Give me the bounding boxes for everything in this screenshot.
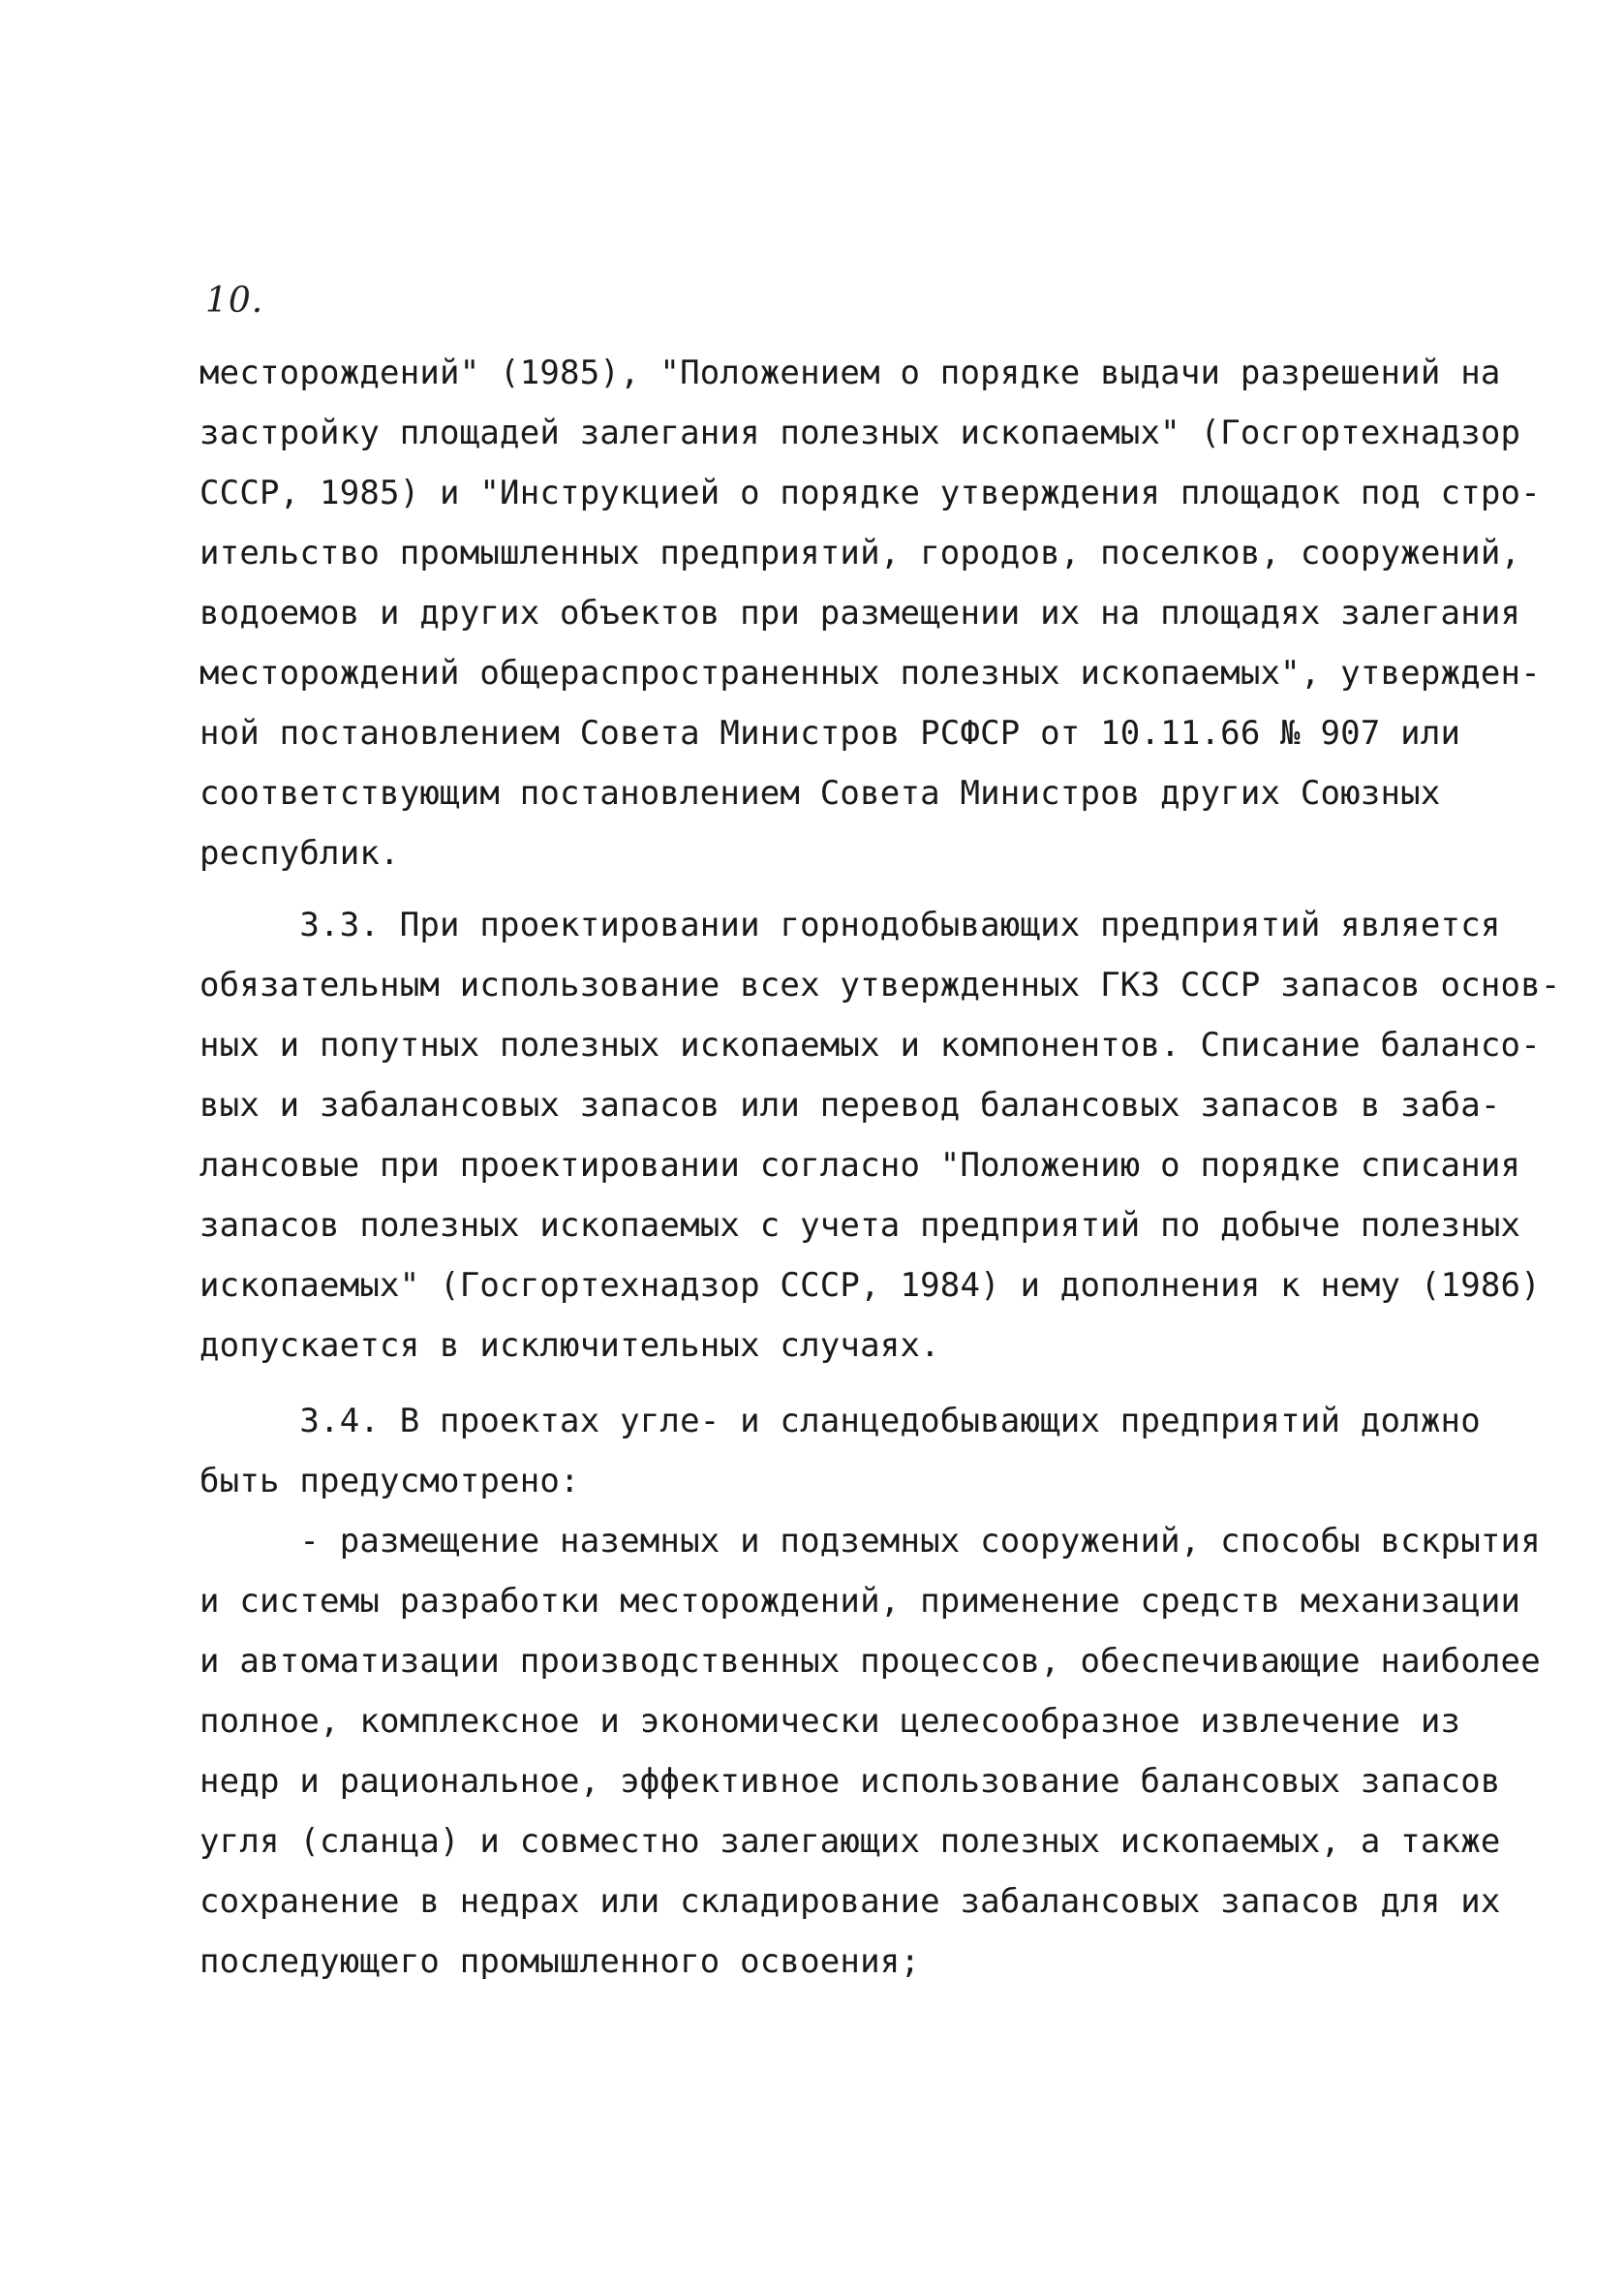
text-line: ительство промышленных предприятий, городов, поселков, сооружений, — [199, 534, 1521, 572]
text-line: быть предусмотрено: — [199, 1462, 580, 1500]
text-line: и системы разработки месторождений, применение средств механизации — [199, 1582, 1521, 1621]
text-line: и автоматизации производственных процессов, обеспечивающие наиболее — [199, 1642, 1541, 1681]
text-line: ископаемых" (Госгортехнадзор СССР, 1984) и дополнения к нему (1986) — [199, 1266, 1541, 1305]
text-line: ных и попутных полезных ископаемых и компонентов. Списание балансо- — [199, 1026, 1541, 1065]
text-line: 3.4. В проектах угле- и сланцедобывающих предприятий должно — [199, 1402, 1481, 1440]
text-line: обязательным использование всех утвержденных ГКЗ СССР запасов основ- — [199, 966, 1561, 1005]
text-line: запасов полезных ископаемых с учета предприятий по добыче полезных — [199, 1206, 1521, 1245]
text-line: угля (сланца) и совместно залегающих полезных ископаемых, а также — [199, 1822, 1501, 1861]
text-line: республик. — [199, 834, 400, 873]
text-line: сохранение в недрах или складирование забалансовых запасов для их — [199, 1882, 1501, 1921]
text-line: застройку площадей залегания полезных ископаемых" (Госгортехнадзор — [199, 414, 1521, 452]
text-line: - размещение наземных и подземных сооружений, способы вскрытия — [199, 1522, 1541, 1561]
text-line: ной постановлением Совета Министров РСФСР от 10.11.66 № 907 или — [199, 714, 1461, 753]
text-line: соответствующим постановлением Совета Министров других Союзных — [199, 774, 1441, 813]
page-number: 10. — [205, 281, 264, 321]
text-line: СССР, 1985) и "Инструкцией о порядке утверждения площадок под стро- — [199, 474, 1541, 512]
text-line: водоемов и других объектов при размещении их на площадях залегания — [199, 594, 1521, 633]
text-line: 3.3. При проектировании горнодобывающих предприятий является — [199, 906, 1501, 944]
text-line: вых и забалансовых запасов или перевод балансовых запасов в заба- — [199, 1086, 1501, 1125]
text-line: лансовые при проектировании согласно "Положению о порядке списания — [199, 1146, 1521, 1185]
text-line: месторождений общераспространенных полезных ископаемых", утвержден- — [199, 654, 1541, 693]
text-line: последующего промышленного освоения; — [199, 1942, 921, 1981]
text-line: месторождений" (1985), "Положением о порядке выдачи разрешений на — [199, 354, 1501, 392]
text-line: полное, комплексное и экономически целесообразное извлечение из — [199, 1702, 1461, 1741]
text-line: недр и рациональное, эффективное использование балансовых запасов — [199, 1762, 1501, 1801]
text-line: допускается в исключительных случаях. — [199, 1326, 940, 1365]
